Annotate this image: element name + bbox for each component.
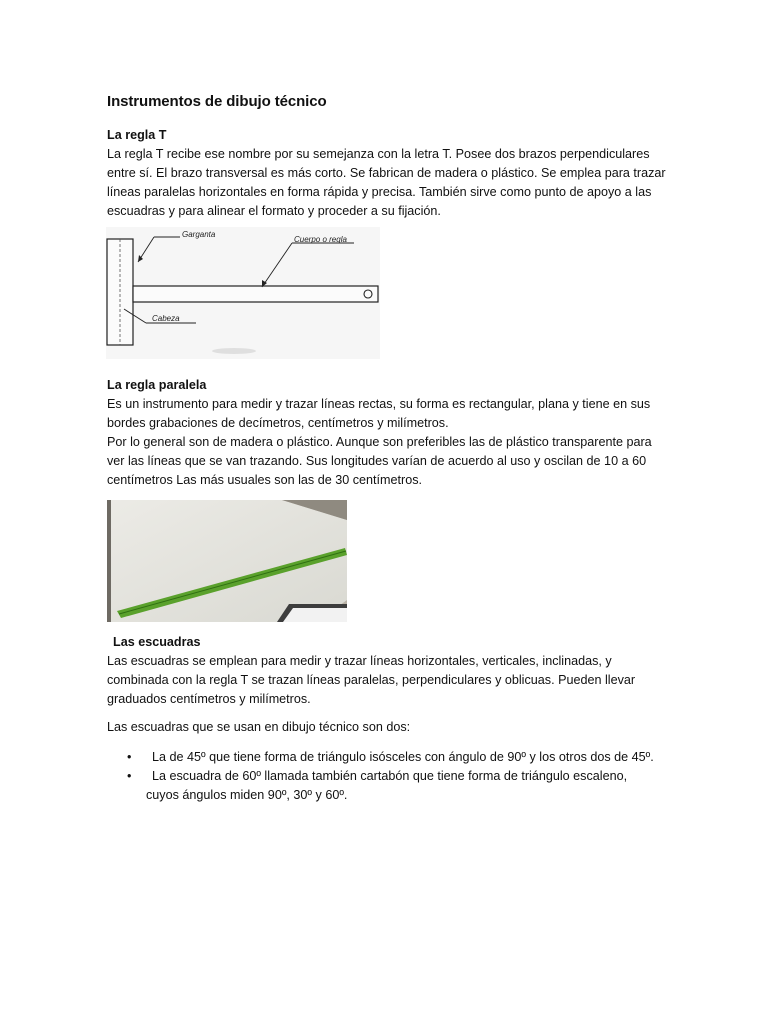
paragraph-line: centímetros Las más usuales son las de 30 centímetros. [107,473,422,487]
parallel-ruler-photo [107,500,347,622]
paragraph-line: bordes grabaciones de decímetros, centímetros y milímetros. [107,416,449,430]
paragraph-line: entre sí. El brazo transversal es más corto. Se fabrican de madera o plástico. Se emplea para trazar [107,166,666,180]
section-heading-escuadras: Las escuadras [113,635,201,649]
escuadras-list [107,748,687,805]
paragraph-line: graduados centímetros y milímetros. [107,692,311,706]
list-item-text: La de 45º que tiene forma de triángulo isósceles con ángulo de 90º y los otros dos de 45º. [152,750,654,764]
list-item [107,748,687,767]
paragraph-intro: Las escuadras que se usan en dibujo técnico son dos: [107,720,411,734]
bullet-icon: • [127,769,132,783]
label-cuerpo: Cuerpo o regla [294,235,347,244]
list-item-text: La escuadra de 60º llamada también cartabón que tiene forma de triángulo escaleno, [152,769,628,783]
paragraph-line: Las escuadras se emplean para medir y trazar líneas horizontales, verticales, inclinadas, y [107,654,612,668]
paragraph-line: escuadras y para alinear el formato y proceder a su fijación. [107,204,441,218]
list-item-text: cuyos ángulos miden 90º, 30º y 60º. [146,788,348,802]
paragraph-line: La regla T recibe ese nombre por su semejanza con la letra T. Posee dos brazos perpendiculares [107,147,650,161]
paragraph-line: líneas paralelas horizontales en forma rápida y precisa. También sirve como punto de apoyo a las [107,185,652,199]
paragraph-line: Por lo general son de madera o plástico. Aunque son preferibles las de plástico transparente para [107,435,652,449]
paragraph-line: ver las líneas que se van trazando. Sus longitudes varían de acuerdo al uso y oscilan de 10 a 60 [107,454,647,468]
bullet-icon: • [127,750,132,764]
t-square-figure [106,227,380,359]
paragraph-line: combinada con la regla T se trazan líneas paralelas, perpendiculares y oblicuas. Pueden llevar [107,673,636,687]
label-garganta: Garganta [182,230,216,239]
section-heading-regla-paralela: La regla paralela [107,378,207,392]
section-heading-regla-t: La regla T [107,128,167,142]
list-item [107,767,687,805]
paragraph-line: Es un instrumento para medir y trazar líneas rectas, su forma es rectangular, plana y tiene en sus [107,397,651,411]
page-title: Instrumentos de dibujo técnico [107,93,327,110]
label-cabeza: Cabeza [152,314,180,323]
